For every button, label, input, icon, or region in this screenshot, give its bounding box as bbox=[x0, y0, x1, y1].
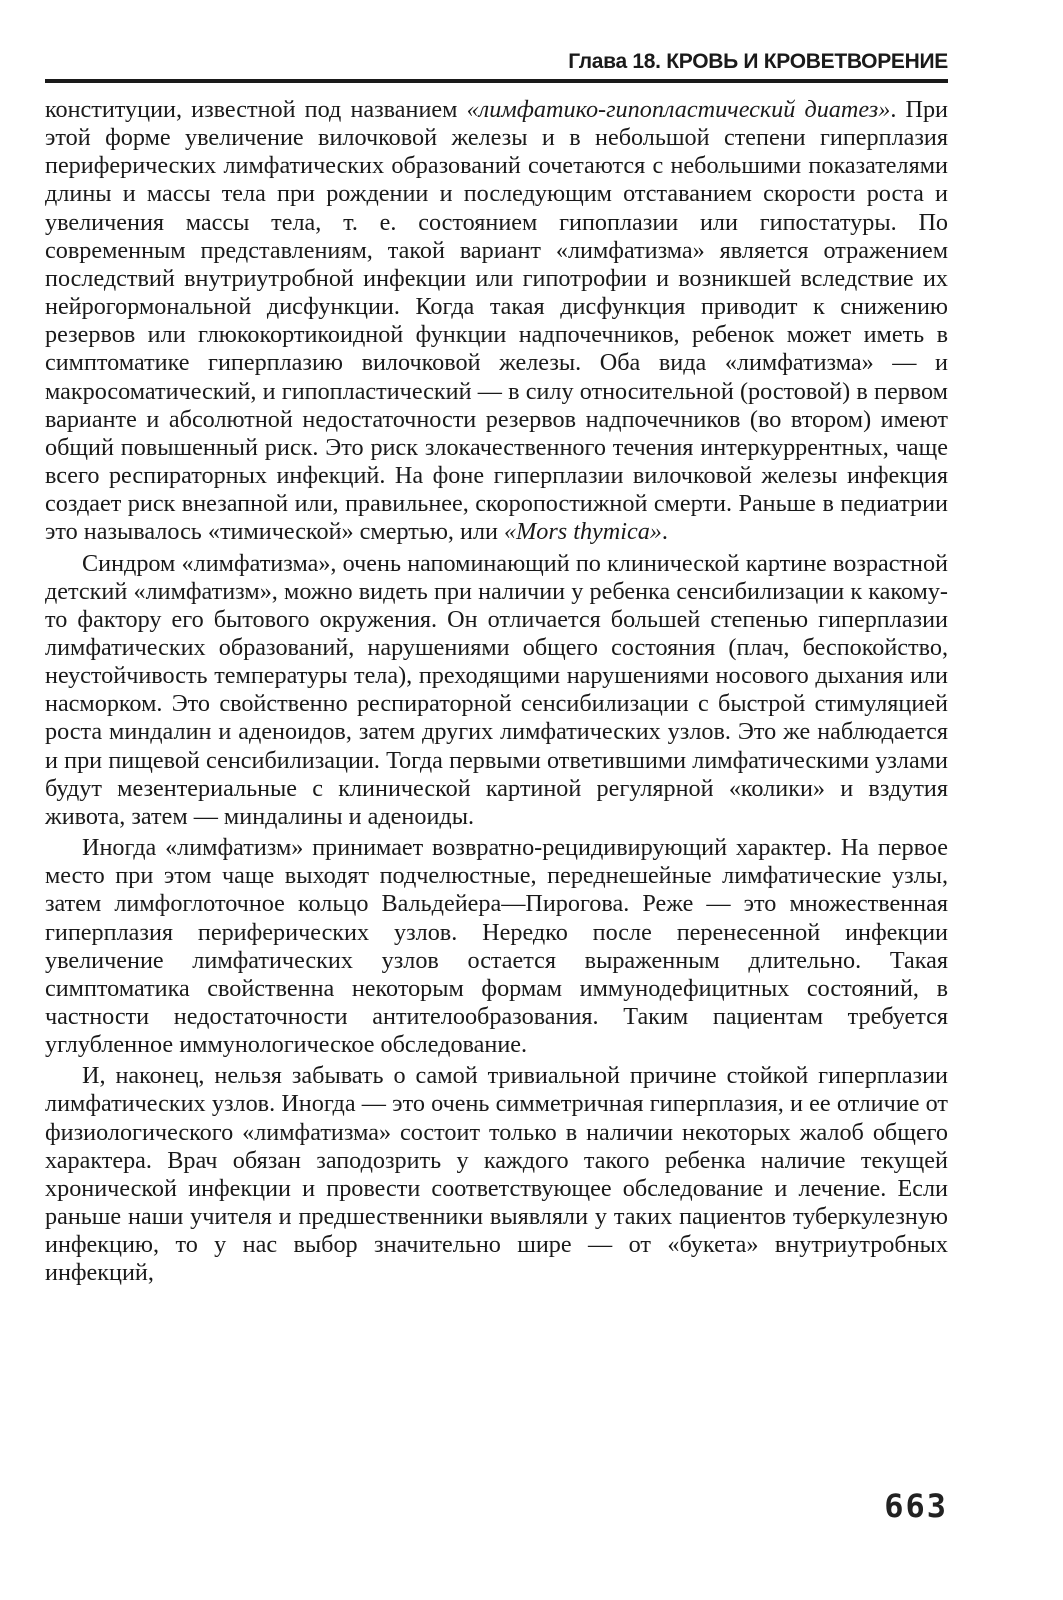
paragraph-2: Синдром «лимфатизма», очень напоминающий по клинической картине возрастной детский «лимфатизм», можно видеть при наличии у ребенка сенсибилизации к какому-то фактору его бытового окружения. Он отличается большей степенью гиперплазии лимфатических образований, нарушениями общего состояния (плач, беспокойство, неустойчивость температуры тела), преходящими нарушениями носового дыхания или насморком. Это свойственно респираторной сенсибилизации с быстрой стимуляцией роста миндалин и аденоидов, затем других лимфатических узлов. Это же наблюдается и при пищевой сенсибилизации. Тогда первыми ответившими лимфатическими узлами будут мезентериальные с клинической картиной регулярной «колики» и вздутия живота, затем — миндалины и аденоиды. bbox=[45, 549, 948, 830]
term-lymphatic-diathesis: «лимфатико-гипопластический диатез» bbox=[466, 96, 891, 123]
paragraph-3: Иногда «лимфатизм» принимает возвратно-рецидивирующий характер. На первое место при этом чаще выходят подчелюстные, переднешейные лимфатические узлы, затем лимфоглоточное кольцо Вальдейера—Пирогова. Реже — это множественная гиперплазия периферических узлов. Нередко после перенесенной инфекции увеличение лимфатических узлов остается выраженным длительно. Такая симптоматика свойственна некоторым формам иммунодефицитных состояний, в частности недостаточности антителообразования. Таким пациентам требуется углубленное иммунологическое обследование. bbox=[45, 834, 948, 1059]
term-mors-thymica: «Mors thymica» bbox=[504, 518, 662, 546]
body-text bbox=[45, 96, 948, 1288]
paragraph-4: И, наконец, нельзя забывать о самой тривиальной причине стойкой гиперплазии лимфатических узлов. Иногда — это очень симметричная гиперплазия, и ее отличие от физиологического «лимфатизма» состоит только в наличии некоторых жалоб общего характера. Врач обязан заподозрить у каждого такого ребенка наличие текущей хронической инфекции и провести соответствующее обследование и лечение. Если раньше наши учителя и предшественники выявляли у таких пациентов туберкулезную инфекцию, то у нас выбор значительно шире — от «букета» внутриутробных инфекций, bbox=[45, 1062, 948, 1287]
paragraph-1-text-middle: . При этой форме увеличение вилочковой железы и в небольшой степени гиперплазия периферических лимфатических образований сочетаются с небольшими показателями длины и массы тела при рождении и последующим отставанием скорости роста и увеличения массы тела, т. е. состоянием гипоплазии или гипостатуры. По современным представлениям, такой вариант «лимфатизма» является отражением последствий внутриутробной инфекции или гипотрофии и возникшей вследствие их нейрогормональной дисфункции. Когда такая дисфункция приводит к снижению резервов или глюкокортикоидной функции надпочечников, ребенок может иметь в симптоматике гиперплазию вилочковой железы. Оба вида «лимфатизма» — и макросоматический, и гипопластический — в силу относительной (ростовой) в первом варианте и абсолютной недостаточности резервов надпочечников (во втором) имеют общий повышенный риск. Это риск злокачественного течения интеркуррентных, чаще всего респираторных инфекций. На фоне гиперплазии вилочковой железы инфекция создает риск внезапной или, правильнее, скоропостижной смерти. Раньше в педиатрии это называлось «тимической» смертью, или bbox=[45, 96, 948, 546]
running-header: Глава 18. КРОВЬ И КРОВЕТВОРЕНИЕ bbox=[568, 50, 948, 73]
page-number: 663 bbox=[884, 1487, 948, 1525]
header-divider bbox=[45, 79, 948, 83]
paragraph-1 bbox=[45, 96, 948, 547]
book-page bbox=[45, 0, 948, 1600]
paragraph-1-text-start: конституции, известной под названием bbox=[45, 96, 467, 123]
paragraph-1-text-end: . bbox=[661, 518, 668, 546]
